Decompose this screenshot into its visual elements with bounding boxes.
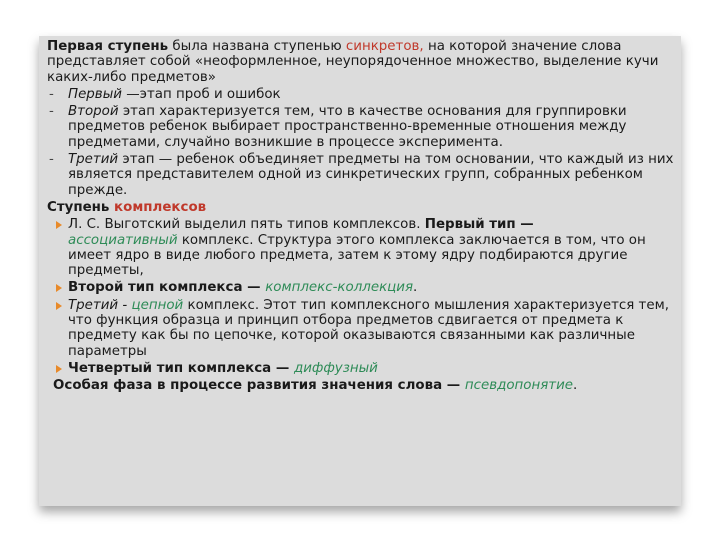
text: была названа ступенью bbox=[168, 39, 346, 54]
text: на которой значение слова представляет собой «неоформленное, неупорядоченное множество, выделение кучи каких-либо предметов» bbox=[47, 39, 659, 85]
text: Ступень bbox=[47, 199, 115, 215]
text: Л. С. Выготский выделил пять типов комплексов. bbox=[68, 217, 425, 233]
heading-complex-stage bbox=[47, 200, 679, 215]
term-second: Второй bbox=[68, 104, 119, 120]
dash-marker: - bbox=[49, 104, 54, 120]
dash-item-third bbox=[47, 152, 679, 198]
term-collection: комплекс-коллекция bbox=[265, 280, 414, 296]
bullet-item-vygotsky bbox=[47, 217, 679, 278]
bullet-item-third-type bbox=[47, 298, 679, 359]
term-associative: ассоциативный bbox=[68, 232, 178, 248]
text: характеризуется тем, что в качестве основания для группировки предметов ребенок выбирает пространственно-временные отношения между предметами, случайно возникшие в процессе эксперимента. bbox=[68, 104, 627, 150]
paragraph-special-phase bbox=[47, 378, 679, 393]
bullet-arrow-icon bbox=[56, 365, 62, 373]
term-stage: этап bbox=[118, 152, 155, 168]
term-first-stage: Первая ступень bbox=[47, 39, 169, 54]
bullet-item-second-type bbox=[47, 280, 679, 295]
dash-marker: - bbox=[49, 152, 54, 168]
bullet-arrow-icon bbox=[56, 221, 62, 229]
text: Второй тип комплекса — bbox=[68, 280, 266, 296]
text: . bbox=[413, 280, 418, 296]
text: Особая фаза в процессе развития значения слова — bbox=[53, 378, 465, 394]
dash-item-second bbox=[47, 104, 679, 150]
term-first-type: Первый тип — bbox=[424, 217, 534, 233]
bullet-arrow-icon bbox=[56, 284, 62, 292]
paragraph-first-stage bbox=[47, 39, 679, 85]
term-stage: этап bbox=[118, 104, 155, 120]
dash-marker: - bbox=[49, 86, 54, 102]
term-complexes: комплексов bbox=[114, 199, 207, 215]
term-third-type: Третий - bbox=[68, 297, 132, 313]
dash-item-first bbox=[47, 87, 679, 102]
term-first: Первый bbox=[68, 86, 122, 102]
text: . Структура этого комплекса заключается в том, что он имеет ядро в виде любого предмета, затем к этому ядру подбираются другие предметы, bbox=[68, 232, 646, 279]
term-syncretes: синкретов, bbox=[345, 39, 424, 54]
bullet-item-fourth-type bbox=[47, 361, 679, 376]
text: . bbox=[573, 378, 578, 394]
term-third: Третий bbox=[68, 152, 119, 168]
text: — ребенок объединяет предметы на том основании, что каждый из них является представителем одной из синкретических групп, собранных ребенком прежде. bbox=[68, 152, 674, 198]
bullet-arrow-icon bbox=[56, 302, 62, 310]
text: —этап проб и ошибок bbox=[121, 86, 281, 102]
text: Четвертый тип комплекса — bbox=[68, 360, 294, 376]
term-chain: цепной bbox=[131, 297, 184, 313]
text: . Этот тип комплексного мышления характеризуется тем, что функция образца и принцип отбора предметов сдвигается от предмета к предмету как бы по цепочке, которой оказываются связанными как различные параметры bbox=[68, 297, 669, 359]
term-pseudoconcept: псевдопонятие bbox=[464, 378, 574, 394]
text: комплекс bbox=[177, 232, 250, 248]
text: комплекс bbox=[183, 297, 255, 313]
slide-text bbox=[47, 39, 679, 394]
term-diffuse: диффузный bbox=[293, 360, 378, 376]
